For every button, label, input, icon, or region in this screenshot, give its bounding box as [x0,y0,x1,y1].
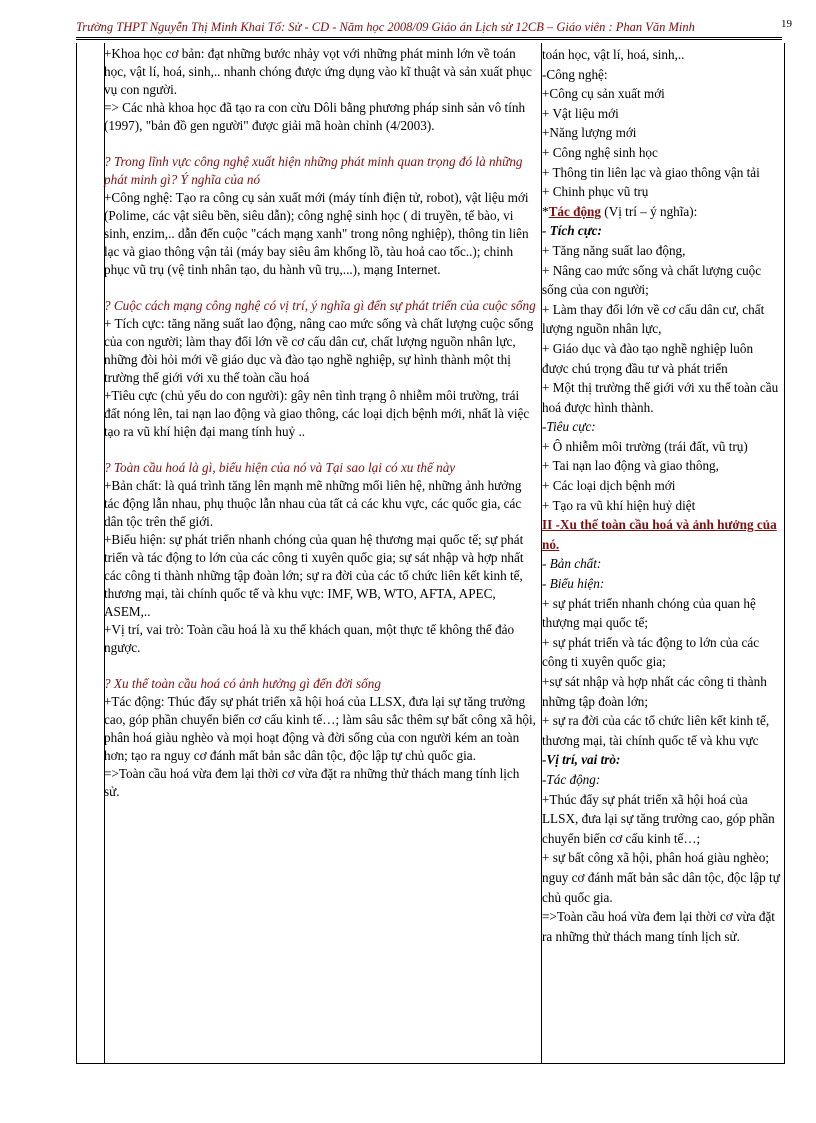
negative-heading: -Tiêu cực: [542,419,596,435]
page-number: 19 [781,18,792,30]
impact-heading-label: Tác động [548,203,601,219]
question-globalization: ? Toàn cầu hoá là gì, biểu hiện của nó và Tại sao lại có xu thế này [104,460,456,475]
list-item: + Chinh phục vũ trụ [542,184,649,200]
list-item: + Các loại dịch bệnh mới [542,478,676,494]
list-item: + Ô nhiễm môi trường (trái đất, vũ trụ) [542,438,748,454]
list-item: =>Toàn cầu hoá vừa đem lại thời cơ vừa đặt ra những thử thách mang tính lịch sử. [542,909,775,944]
header-rule [76,37,782,40]
paragraph-basic-science: +Khoa học cơ bản: đạt những bước nhảy vọt với những phát minh lớn về toán học, vật lí, hoá, sinh,.. nhanh chóng được ứng dụng vào kĩ thuật và sản xuất phục vụ con người. [104,46,532,97]
list-item: +Công cụ sản xuất mới [542,86,665,102]
role-heading: -Vị trí, vai trò: [542,752,621,768]
paragraph-dolly-genome: => Các nhà khoa học đã tạo ra con cừu Dôli bằng phương pháp sinh sản vô tính (1997), "bản đồ gen người" được giải mã hoàn chỉnh (4/2003). [104,100,526,133]
manifestation-heading: - Biểu hiện: [542,576,605,592]
paragraph-conclusion: =>Toàn cầu hoá vừa đem lại thời cơ vừa đặt ra những thử thách mang tính lịch sử. [104,766,520,799]
paragraph-technology: +Công nghệ: Tạo ra công cụ sản xuất mới (máy tính điện tử, robot), vật liệu mới (Polime, các vật siêu bền, siêu dẫn); công nghệ sinh học ( di truyền, tế bào, vi sinh, enzim,.. dẫn đến cuộc "cách mạng xanh" trong nông nghiệp), thông tin liên lạc và giao thông vận tải (máy bay siêu âm khổng lồ, tàu hoả cao tốc..); chinh phục vũ trụ (vệ tinh nhân tạo, du hành vũ trụ,...), mạng Internet. [104,190,529,277]
list-item: + Vật liệu mới [542,105,619,121]
list-item: toán học, vật lí, hoá, sinh,.. [542,47,685,62]
paragraph-impact: +Tác động: Thúc đẩy sự phát triển xã hội hoá của LLSX, đưa lại sự tăng trưởng cao, góp phần chuyển biến cơ cấu kinh tế…; làm sâu sắc thêm sự bất công xã hội, phân hoá giàu nghèo và mọi hoạt động và đời sống của con người kém an toàn hơn; tạo ra nguy cơ đánh mất bản sắc dân tộc, độc lập tự chủ quốc gia. [104,694,536,763]
list-item: + Làm thay đổi lớn về cơ cấu dân cư, chất lượng nguồn nhân lực, [542,301,765,337]
list-item: +Năng lượng mới [542,125,637,141]
question-impact: ? Xu thế toàn cầu hoá có ảnh hưởng gì đến đời sống [104,676,381,691]
nature-heading: - Bản chất: [542,556,602,572]
section-heading-globalization: II -Xu thế toàn cầu hoá và ảnh hưởng của nó. [542,517,777,552]
list-item: + sự phát triển và tác động to lớn của các công ti xuyên quốc gia; [542,634,760,670]
impact-heading-suffix: (Vị trí – ý nghĩa): [601,203,698,219]
paragraph-positive: + Tích cực: tăng năng suất lao động, nâng cao mức sống và chất lượng cuộc sống của con người; làm thay đổi lớn về cơ cấu dân cư, chất lượng nguồn nhân lực, những đòi hỏi mới về giáo dục và đào tạo nghề nghiệp, sự hình thành một thị trường thế giới với xu thế toàn cầu hoá [104,316,534,385]
list-item: + sự phát triển nhanh chóng của quan hệ thượng mại quốc tế; [542,595,756,631]
impact-heading [542,202,780,222]
header-text: Trường THPT Nguyễn Thị Minh Khai Tổ: Sử - CD - Năm học 2008/09 Giáo án Lịch sử 12CB – Giáo viên : Phan Văn Minh [76,20,695,34]
list-item: + Nâng cao mức sống và chất lượng cuộc sống của con người; [542,262,762,298]
list-item: +sự sát nhập và hợp nhất các công ti thành những tập đoàn lớn; [542,674,767,709]
effect-heading: -Tác động: [542,771,601,787]
question-technology: ? Trong lĩnh vực công nghệ xuất hiện những phát minh quan trọng đó là những phát minh gì? Ý nghĩa của nó [104,154,523,187]
paragraph-role: +Vị trí, vai trò: Toàn cầu hoá là xu thế khách quan, một thực tế không thể đảo ngược. [104,622,515,655]
list-item: + Tạo ra vũ khí hiện huỷ diệt [542,497,696,513]
bullet-star: * [542,203,549,219]
list-item: + Một thị trường thế giới với xu thế toàn cầu hoá được hình thành. [542,380,779,415]
list-item: + Công nghệ sinh học [542,144,658,160]
list-item: + Tai nạn lao động và giao thông, [542,458,719,474]
list-item: + Giáo dục và đào tạo nghề nghiệp luôn được chú trọng đầu tư và phát triển [542,340,754,376]
teacher-student-activity-column [104,45,538,801]
list-item: + sự ra đời của các tổ chức liên kết kinh tế, thương mại, tài chính quốc tế và khu vực [542,713,770,748]
list-item: + Tăng năng suất lao động, [542,242,686,258]
list-item: + Thông tin liên lạc và giao thông vận tải [542,164,760,180]
list-item: +Thúc đẩy sự phát triển xã hội hoá của LLSX, đưa lại sự tăng trưởng cao, góp phần chuyển biến cơ cấu kinh tế…; [542,791,775,846]
paragraph-nature: +Bản chất: là quá trình tăng lên mạnh mẽ những mối liên hệ, những ảnh hưởng tác động lẫn nhau, phụ thuộc lẫn nhau của tất cả các khu vực, các quốc gia, các dân tộc trên thế giới. [104,478,522,529]
question-significance: ? Cuộc cách mạng công nghệ có vị trí, ý nghĩa gì đến sự phát triển của cuộc sống [104,298,536,313]
page-header [76,18,792,35]
paragraph-manifestation: +Biểu hiện: sự phát triển nhanh chóng của quan hệ thương mại quốc tế; sự phát triển và tác động to lớn của các công ti xuyên quốc gia; sự sát nhập và hợp nhất các công ti thành những tập đoàn lớn; sự ra đời của các tổ chức liên kết kinh tế, thương mại, tài chính quốc tế và khu vực: IMF, WB, WTO, AFTA, APEC, ASEM,.. [104,532,524,619]
list-item: + sự bất công xã hội, phân hoá giàu nghèo; nguy cơ đánh mất bản sắc dân tộc, độc lập tự chủ quốc gia. [542,850,780,905]
paragraph-negative: +Tiêu cực (chủ yếu do con người): gây nên tình trạng ô nhiễm môi trường, trái đất nóng lên, tai nạn lao động và giao thông, các loại dịch bệnh mới, nhất là việc tạo ra vũ khí hiện đại mang tính huỷ .. [104,388,530,439]
knowledge-column [542,45,780,946]
list-item: -Công nghệ: [542,66,608,82]
positive-heading: - Tích cực: [542,223,602,239]
